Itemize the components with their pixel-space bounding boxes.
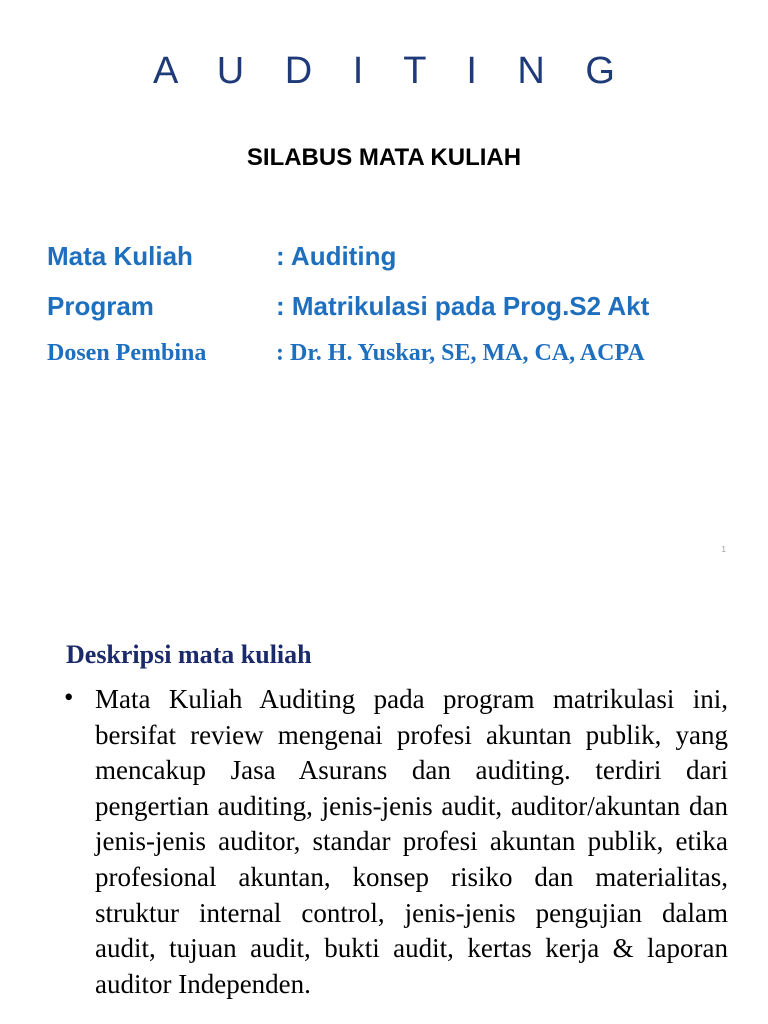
info-label: Dosen Pembina bbox=[47, 340, 207, 366]
section-heading: Deskripsi mata kuliah bbox=[66, 640, 312, 669]
page-number: 1 bbox=[721, 545, 726, 554]
info-value: : Matrikulasi pada Prog.S2 Akt bbox=[276, 291, 650, 321]
info-label: Mata Kuliah bbox=[47, 241, 193, 271]
bullet-icon: • bbox=[64, 682, 74, 712]
slide-title: A U D I T I N G bbox=[153, 50, 630, 92]
slide-divider bbox=[0, 576, 768, 600]
info-value: : Auditing bbox=[276, 241, 397, 271]
description-text: Mata Kuliah Auditing pada program matrikulasi ini, bersifat review mengenai profesi akuntan publik, yang mencakup Jasa Asurans dan auditing. terdiri dari pengertian auditing, jenis-jenis audit, auditor/akuntan dan jenis-jenis auditor, standar profesi akuntan publik, etika profesional akuntan, konsep risiko dan materialitas, struktur internal control, jenis-jenis pengujian dalam audit, tujuan audit, bukti audit, kertas kerja & laporan auditor Independen. bbox=[95, 684, 728, 999]
slide-subtitle: SILABUS MATA KULIAH bbox=[246, 144, 522, 171]
info-label: Program bbox=[47, 291, 154, 321]
slide-2 bbox=[0, 600, 768, 1024]
info-value: : Dr. H. Yuskar, SE, MA, CA, ACPA bbox=[276, 340, 645, 366]
